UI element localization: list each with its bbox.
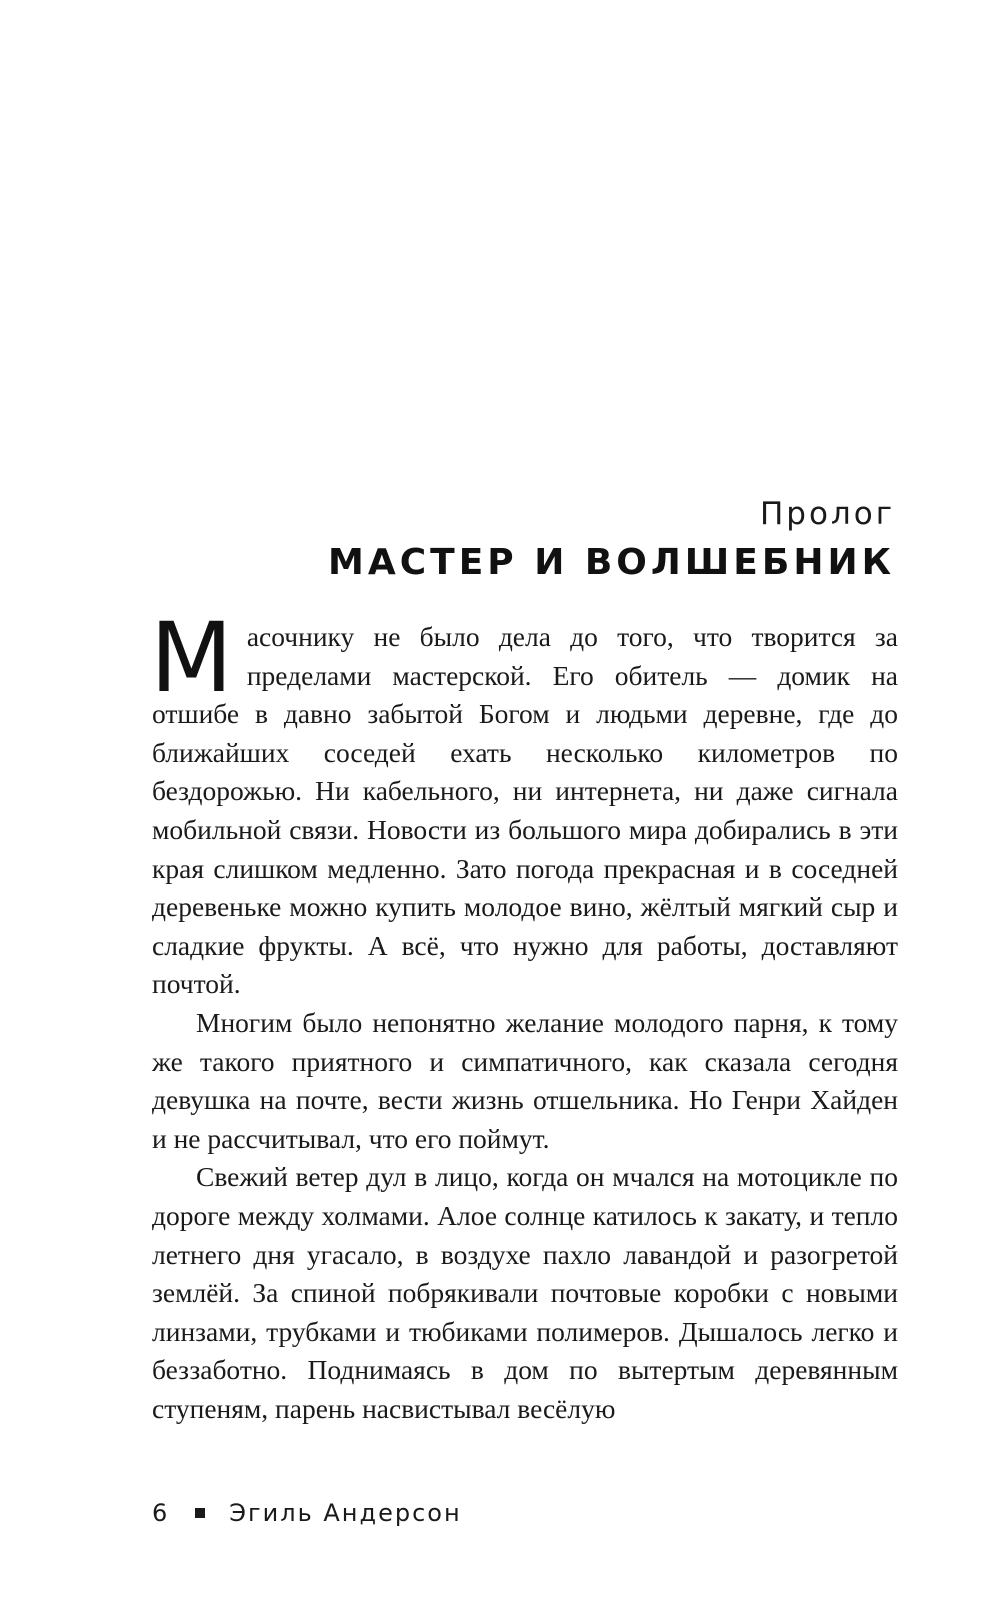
paragraph-1-text: асочнику не было дела до того, что творится за пределами мастерской. Его обитель — домик на отшибе в давно забытой Богом и людьми деревне, где до ближайших соседей ехать несколько километров по бездорожью. Ни кабельного, ни интернета, ни даже сигнала мобильной связи. Новости из большого мира добирались в эти края слишком медленно. Зато погода прекрасная и в соседней деревеньке можно купить молодое вино, жёлтый мягкий сыр и сладкие фрукты. А всё, что нужно для работы, доставляют почтой. xyxy=(152,621,898,1000)
paragraph-3: Свежий ветер дул в лицо, когда он мчался на мотоцикле по дороге между холмами. Алое солнце катилось к закату, и тепло летнего дня угасало, в воздухе пахло лавандой и разогретой землёй. За спиной побрякивали почтовые коробки с новыми линзами, трубками и тюбиками полимеров. Дышалось легко и беззаботно. Поднимаясь в дом по вытертым деревянным ступеням, парень насвистывал весёлую xyxy=(152,1161,898,1424)
chapter-title: МАСТЕР И ВОЛШЕБНИК xyxy=(328,542,895,583)
chapter-body xyxy=(150,602,898,1428)
paragraph-1 xyxy=(150,602,898,1004)
drop-cap: М xyxy=(150,602,233,714)
page-footer xyxy=(152,1499,462,1527)
square-bullet-icon xyxy=(195,1508,205,1518)
paragraph-2: Многим было непонятно желание молодого парня, к тому же такого приятного и симпатичного, как сказала сегодня девушка на почте, вести жизнь отшельника. Но Генри Хайден и не рассчитывал, что его поймут. xyxy=(152,1006,898,1154)
running-head-author: Эгиль Андерсон xyxy=(229,1499,462,1527)
chapter-kicker: Пролог xyxy=(759,496,895,532)
page-number: 6 xyxy=(152,1499,170,1527)
